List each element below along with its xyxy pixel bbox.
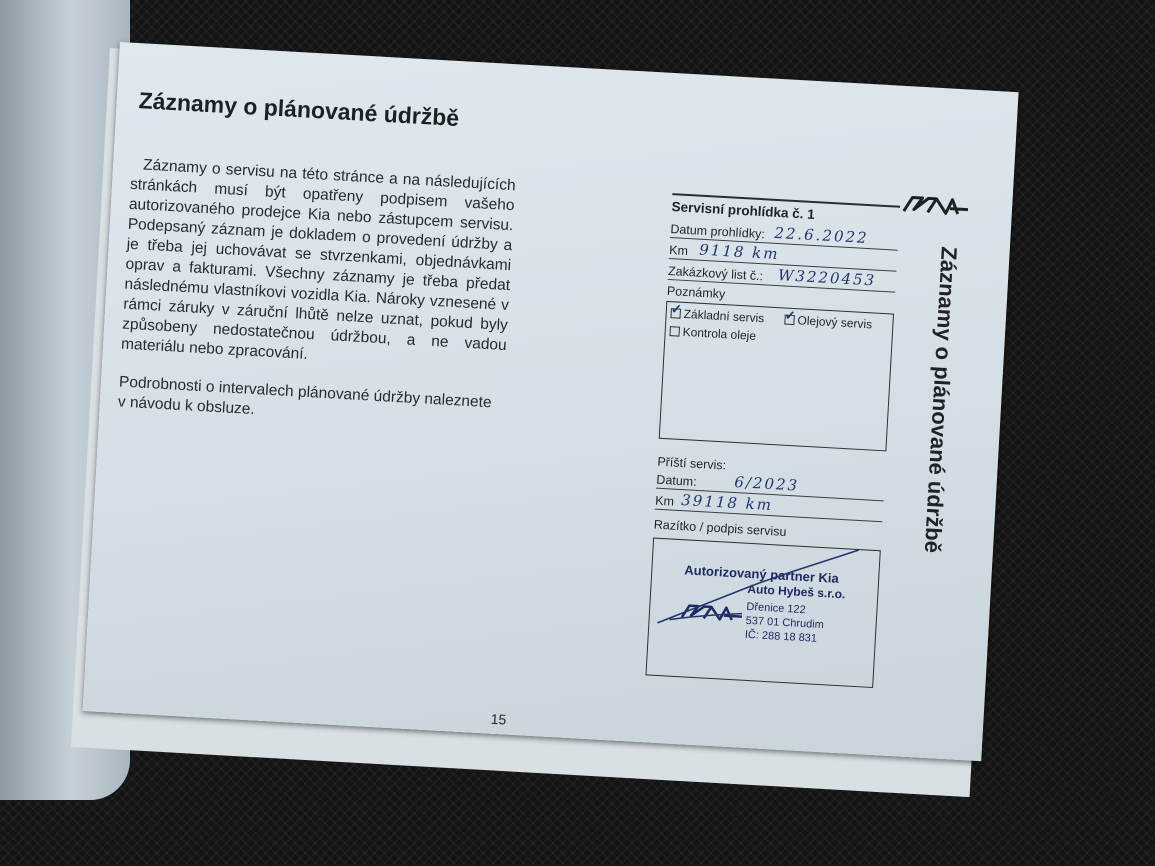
page-title: Záznamy o plánované údržbě bbox=[138, 87, 460, 132]
details-paragraph: Podrobnosti o intervalech plánované údržby naleznete v návodu k obsluze. bbox=[117, 373, 493, 419]
next-km-label: Km bbox=[654, 493, 675, 509]
stamp-line-5: IČ: 288 18 831 bbox=[744, 628, 818, 645]
signature-icon bbox=[647, 539, 882, 688]
option-label: Základní servis bbox=[683, 306, 765, 326]
notes-label: Poznámky bbox=[666, 283, 726, 302]
next-km-value: 39118 km bbox=[680, 491, 774, 515]
next-date-value: 6/2023 bbox=[733, 472, 800, 495]
next-service-label: Příští servis: bbox=[657, 454, 727, 473]
option-basic-service bbox=[670, 301, 765, 326]
page-number: 15 bbox=[490, 710, 507, 728]
side-title: Záznamy o plánované údržbě bbox=[919, 245, 962, 554]
stamp-line-2: Auto Hybeš s.r.o. bbox=[747, 581, 846, 602]
date-value: 22.6.2022 bbox=[773, 223, 870, 248]
option-oil-service bbox=[784, 307, 873, 332]
order-label: Zakázkový list č.: bbox=[667, 263, 764, 284]
option-oil-check bbox=[669, 324, 756, 343]
checkbox-icon: ✓ bbox=[670, 301, 683, 317]
form-heading: Servisní prohlídka č. 1 bbox=[671, 199, 816, 223]
intro-paragraph: Záznamy o servisu na této stránce a na následujících stránkách musí být opatřeny podpisem vašeho autorizovaného prodejce Kia nebo zástupcem servisu. Podepsaný záznam je dokladem o provedení údržby a je třeba jej uchovávat se stvrzenkami, objednávkami oprav a fakturami. Všechny záznamy je třeba předat následnému vlastníkovi vozidla Kia. Nároky vznesené v rámci záruky v záruční lhůtě nelze uznat, pokud byly způsobeny nedostatečnou údržbou, a ne vadou materiálu nebo zpracování. bbox=[120, 156, 517, 363]
km-value: 9118 km bbox=[698, 240, 780, 264]
stamp-line-1: Autorizovaný partner Kia bbox=[683, 562, 840, 586]
option-label: Kontrola oleje bbox=[682, 324, 757, 343]
kia-logo-icon bbox=[902, 194, 971, 218]
notes-box bbox=[659, 301, 894, 452]
next-date-label: Datum: bbox=[656, 472, 698, 489]
option-label: Olejový servis bbox=[797, 313, 873, 332]
service-record-form bbox=[645, 193, 900, 688]
order-value: W3220453 bbox=[777, 266, 877, 290]
km-label: Km bbox=[668, 242, 689, 259]
stamp-label: Razítko / podpis servisu bbox=[653, 517, 787, 539]
checkbox-icon: ✓ bbox=[784, 307, 797, 324]
date-label: Datum prohlídky: bbox=[670, 222, 766, 242]
stamp-box bbox=[645, 538, 880, 689]
checkbox-icon bbox=[669, 326, 680, 337]
booklet-page bbox=[83, 42, 1019, 761]
stamp-line-4: 537 01 Chrudim bbox=[745, 614, 825, 632]
stamp-line-3: Dřenice 122 bbox=[746, 600, 807, 617]
